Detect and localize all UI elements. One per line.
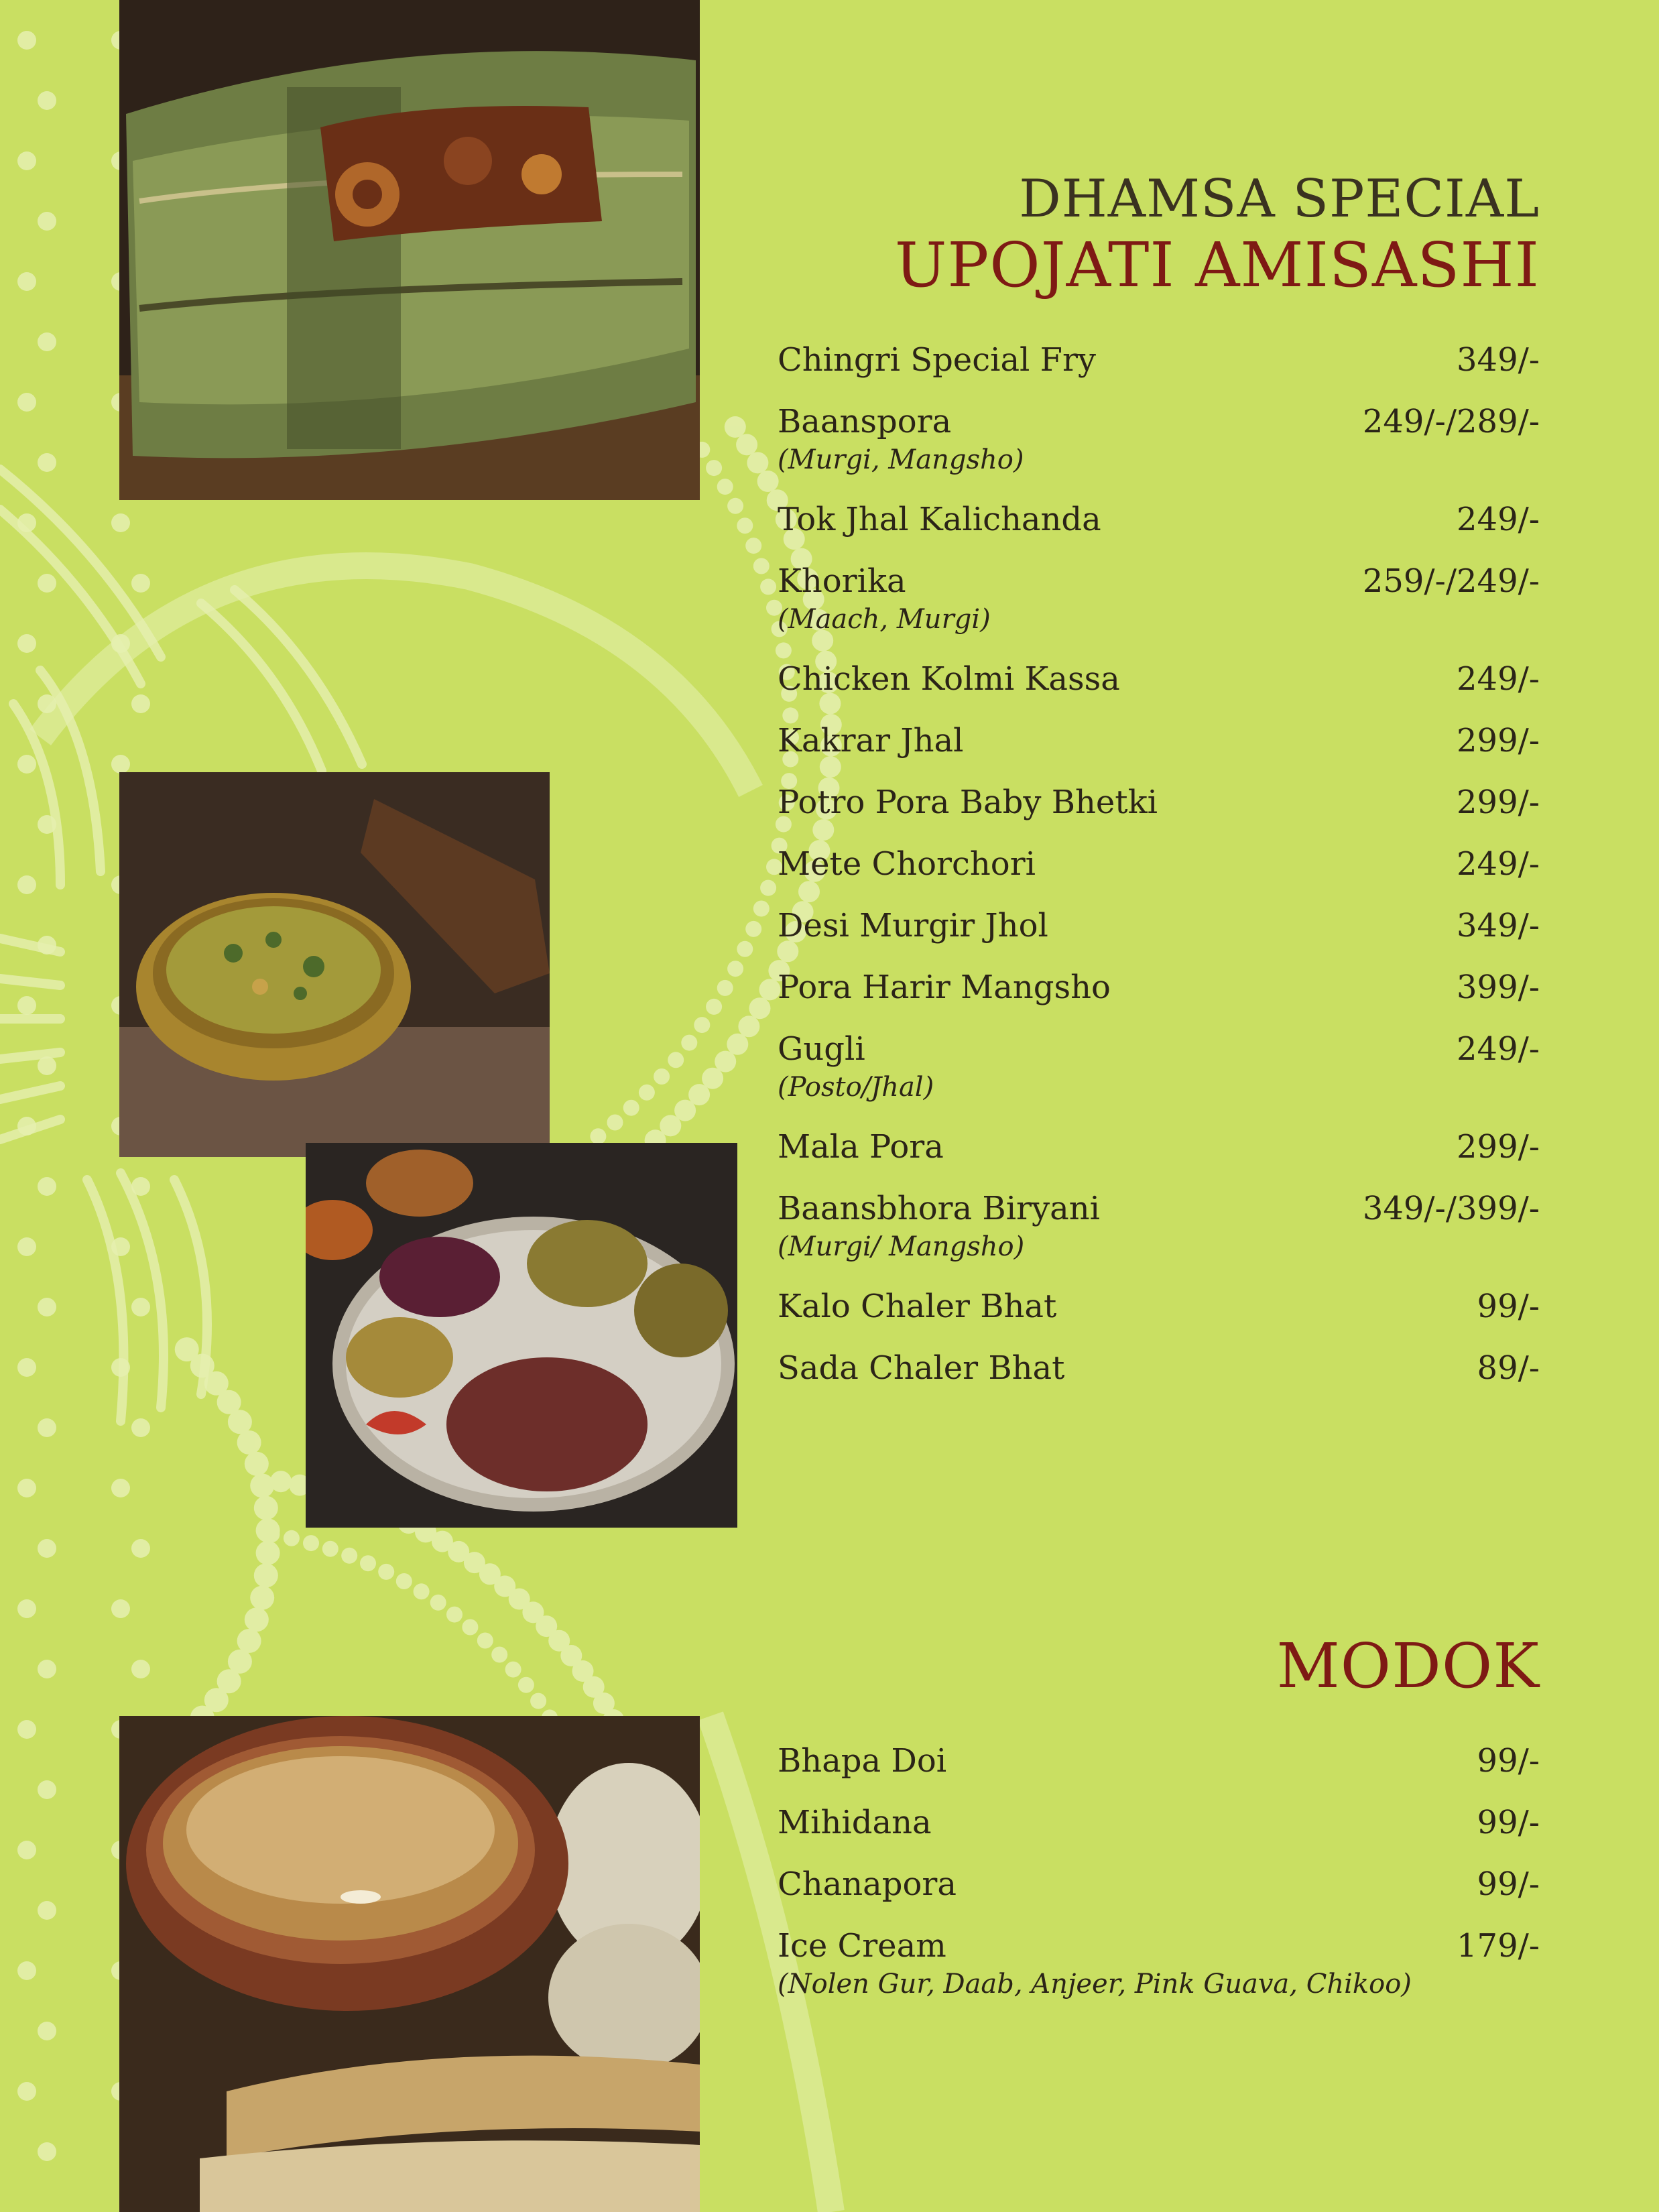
pattern-dot (17, 755, 36, 774)
pattern-dot (17, 1599, 36, 1618)
menu-item-row (778, 1743, 1540, 1779)
section-subtitle: DHAMSA SPECIAL (1019, 169, 1540, 229)
pattern-dot (17, 1841, 36, 1859)
pattern-dot (111, 755, 130, 774)
pattern-dot (303, 1535, 319, 1551)
menu-item-row (778, 1928, 1540, 1964)
menu-item-price: 299/- (1456, 784, 1540, 821)
menu-item-row (778, 908, 1540, 944)
pattern-dot (111, 1599, 130, 1618)
menu-list-modok (778, 1743, 1540, 2026)
menu-item (778, 1743, 1540, 1779)
menu-item-description: (Nolen Gur, Daab, Anjeer, Pink Guava, Chikoo) (778, 1969, 1412, 2000)
pattern-dot (237, 1430, 261, 1455)
pattern-dot (505, 1662, 521, 1678)
menu-item (778, 1350, 1540, 1386)
pattern-dot (250, 1473, 274, 1497)
pattern-dot (254, 1563, 278, 1587)
menu-item-price: 399/- (1456, 969, 1540, 1006)
pattern-dot (322, 1541, 339, 1557)
pattern-dot (530, 1693, 546, 1709)
menu-item (778, 908, 1540, 944)
pattern-dot (38, 212, 56, 231)
pattern-dot (17, 2082, 36, 2101)
menu-item-row (778, 969, 1540, 1005)
menu-item-row (778, 1190, 1540, 1227)
thali-platter-photo (306, 1143, 737, 1528)
menu-item-name: Chingri Special Fry (778, 341, 1097, 379)
pattern-dot (725, 416, 746, 438)
menu-item-price: 249/- (1456, 845, 1540, 883)
pattern-dot (378, 1564, 394, 1580)
pattern-dot (131, 1539, 150, 1558)
menu-item-name: Pora Harir Mangsho (778, 969, 1111, 1006)
pattern-dot (745, 921, 761, 937)
menu-item-name: Baansbhora Biryani (778, 1190, 1100, 1227)
menu-item (778, 969, 1540, 1005)
menu-item-row (778, 501, 1540, 538)
menu-item-description: (Murgi, Mangsho) (778, 444, 1024, 475)
pattern-dot (341, 1548, 357, 1564)
pattern-dot (753, 558, 770, 574)
pattern-dot (757, 471, 779, 492)
menu-item-price: 249/-/289/- (1362, 403, 1540, 440)
pattern-dot (749, 997, 771, 1019)
menu-item-row (778, 1804, 1540, 1841)
menu-item-price: 349/- (1456, 907, 1540, 944)
pattern-dot (245, 1452, 269, 1476)
section-heading-modok (1276, 1630, 1540, 1702)
menu-item-name: Mihidana (778, 1804, 932, 1841)
menu-item-row (778, 1866, 1540, 1902)
dessert-photo (119, 1716, 700, 2212)
pattern-dot (727, 961, 743, 977)
menu-item-price: 249/- (1456, 501, 1540, 538)
pattern-dot (38, 91, 56, 110)
pattern-dot (131, 1660, 150, 1678)
pattern-dot (17, 1479, 36, 1497)
menu-item (778, 723, 1540, 759)
pattern-dot (717, 980, 733, 996)
menu-item-row (778, 342, 1540, 378)
pattern-dot (747, 452, 768, 473)
menu-item-row (778, 784, 1540, 820)
pattern-dot (38, 2142, 56, 2161)
pattern-dot (17, 151, 36, 170)
pattern-dot (256, 1541, 280, 1565)
menu-item (778, 846, 1540, 882)
menu-item-name: Potro Pora Baby Bhetki (778, 784, 1158, 821)
menu-item (778, 1190, 1540, 1263)
menu-item-row (778, 661, 1540, 697)
pattern-dot (706, 999, 722, 1015)
pattern-dot (237, 1629, 261, 1653)
menu-item-price: 349/-/399/- (1362, 1190, 1540, 1227)
pattern-dot (131, 1418, 150, 1437)
menu-item-name: Kakrar Jhal (778, 722, 964, 759)
bamboo-chicken-photo (119, 0, 700, 500)
pattern-dot (38, 1177, 56, 1196)
menu-item-row (778, 846, 1540, 882)
pattern-dot (737, 941, 753, 957)
pattern-dot (38, 1539, 56, 1558)
pattern-dot (131, 574, 150, 593)
pattern-dot (17, 1358, 36, 1377)
pattern-dot (462, 1619, 478, 1636)
pattern-dot (284, 1530, 300, 1546)
pattern-dot (38, 1780, 56, 1799)
curry-bowl-photo (119, 772, 550, 1157)
section-title: MODOK (1276, 1630, 1540, 1702)
pattern-dot (414, 1583, 430, 1599)
pattern-dot (38, 332, 56, 351)
pattern-dot (360, 1555, 376, 1571)
menu-item-price: 89/- (1477, 1349, 1540, 1387)
pattern-dot (668, 1052, 684, 1068)
menu-item-description: (Murgi/ Mangsho) (778, 1231, 1025, 1262)
menu-item-row (778, 723, 1540, 759)
pattern-dot (17, 875, 36, 894)
menu-item-price: 299/- (1456, 1128, 1540, 1166)
pattern-dot (17, 31, 36, 50)
menu-item-price: 99/- (1477, 1288, 1540, 1325)
pattern-dot (228, 1410, 252, 1434)
pattern-dot (111, 1479, 130, 1497)
menu-item-row (778, 563, 1540, 599)
menu-item (778, 404, 1540, 476)
menu-item-row (778, 1350, 1540, 1386)
menu-item-price: 259/-/249/- (1362, 562, 1540, 600)
menu-item (778, 784, 1540, 820)
menu-item-row (778, 404, 1540, 440)
pattern-dot (727, 1034, 748, 1055)
pattern-dot (38, 1901, 56, 1920)
menu-item (778, 501, 1540, 538)
menu-item (778, 661, 1540, 697)
pattern-dot (607, 1115, 623, 1131)
menu-item (778, 1804, 1540, 1841)
pattern-dot (446, 1607, 463, 1623)
pattern-dot (38, 1660, 56, 1678)
pattern-dot (491, 1647, 507, 1663)
pattern-dot (760, 880, 776, 896)
menu-item (778, 1129, 1540, 1165)
pattern-dot (111, 513, 130, 532)
section-title: UPOJATI AMISASHI (894, 229, 1540, 301)
menu-item-price: 99/- (1477, 1742, 1540, 1780)
pattern-dot (17, 272, 36, 291)
pattern-dot (38, 453, 56, 472)
pattern-dot (737, 517, 753, 534)
pattern-dot (706, 460, 722, 476)
pattern-dot (38, 2022, 56, 2040)
pattern-dot (477, 1633, 493, 1649)
pattern-dot (38, 574, 56, 593)
menu-item-name: Tok Jhal Kalichanda (778, 501, 1101, 538)
pattern-dot (430, 1595, 446, 1611)
menu-item (778, 1866, 1540, 1902)
menu-item-price: 349/- (1456, 341, 1540, 379)
pattern-dot (623, 1100, 639, 1116)
pattern-dot (17, 1720, 36, 1739)
pattern-dot (694, 1017, 710, 1033)
menu-item-row (778, 1288, 1540, 1325)
pattern-dot (256, 1518, 280, 1542)
pattern-dot (254, 1496, 278, 1520)
pattern-dot (590, 1128, 606, 1144)
menu-item-name: Sada Chaler Bhat (778, 1349, 1065, 1387)
pattern-dot (717, 479, 733, 495)
pattern-dot (727, 498, 743, 514)
menu-item-price: 99/- (1477, 1804, 1540, 1841)
pattern-dot (745, 538, 761, 554)
menu-item (778, 1928, 1540, 2000)
menu-item-name: Khorika (778, 562, 906, 600)
pattern-dot (17, 1237, 36, 1256)
pattern-dot (760, 578, 776, 595)
menu-item-name: Kalo Chaler Bhat (778, 1288, 1057, 1325)
menu-item-price: 299/- (1456, 722, 1540, 759)
pattern-dot (245, 1607, 269, 1632)
menu-item (778, 563, 1540, 635)
menu-item-row (778, 1031, 1540, 1067)
menu-item-description: (Posto/Jhal) (778, 1072, 934, 1103)
menu-item-name: Desi Murgir Jhol (778, 907, 1048, 944)
menu-item-price: 179/- (1456, 1927, 1540, 1965)
pattern-dot (38, 1418, 56, 1437)
menu-item-description: (Maach, Murgi) (778, 604, 991, 635)
pattern-dot (38, 1298, 56, 1316)
pattern-dot (518, 1677, 534, 1693)
menu-item-row (778, 1129, 1540, 1165)
pattern-dot (17, 1961, 36, 1980)
menu-item (778, 1288, 1540, 1325)
menu-item-name: Bhapa Doi (778, 1742, 947, 1780)
pattern-dot (753, 901, 770, 917)
menu-item (778, 342, 1540, 378)
pattern-dot (17, 996, 36, 1015)
pattern-dot (396, 1573, 412, 1589)
pattern-dot (681, 1035, 697, 1051)
menu-item-name: Chicken Kolmi Kassa (778, 660, 1120, 698)
menu-item-price: 99/- (1477, 1865, 1540, 1903)
menu-item-name: Mete Chorchori (778, 845, 1036, 883)
menu-item (778, 1031, 1540, 1103)
pattern-dot (738, 1016, 759, 1037)
menu-item-name: Chanapora (778, 1865, 957, 1903)
pattern-dot (250, 1586, 274, 1610)
pattern-dot (131, 1298, 150, 1316)
menu-item-name: Gugli (778, 1030, 865, 1068)
menu-item-price: 249/- (1456, 660, 1540, 698)
menu-item-name: Ice Cream (778, 1927, 946, 1965)
pattern-dot (17, 634, 36, 653)
menu-item-price: 249/- (1456, 1030, 1540, 1068)
section-heading-amisashi (894, 169, 1540, 301)
pattern-dot (17, 393, 36, 412)
pattern-dot (639, 1085, 655, 1101)
pattern-dot (131, 694, 150, 713)
menu-item-name: Mala Pora (778, 1128, 944, 1166)
menu-list-amisashi (778, 342, 1540, 1412)
pattern-dot (654, 1068, 670, 1085)
pattern-dot (736, 434, 757, 455)
menu-item-name: Baanspora (778, 403, 952, 440)
